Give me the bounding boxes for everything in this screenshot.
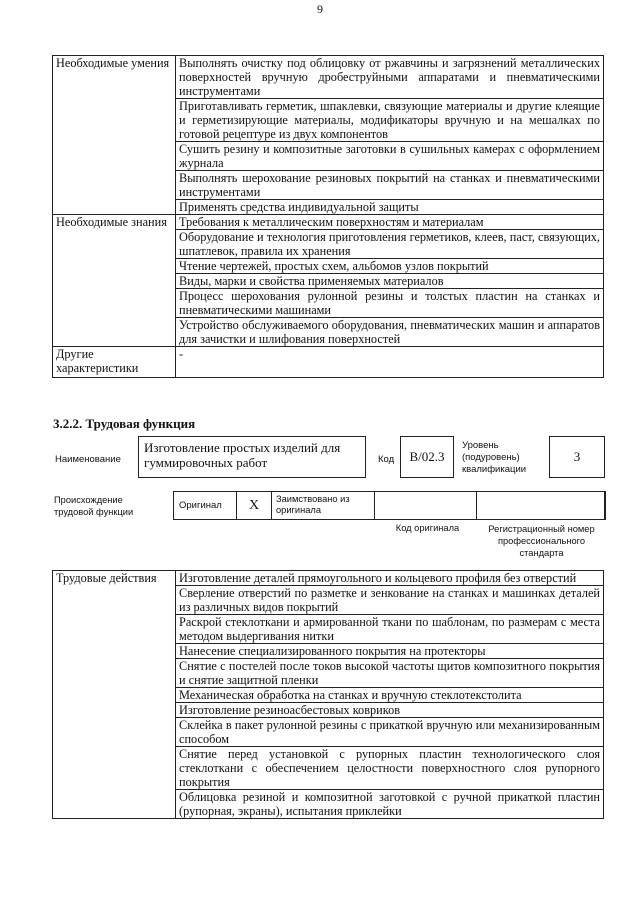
table-row: [53, 571, 604, 586]
table-cell: Склейка в пакет рулонной резины с прикаткой вручную или механизированным способом: [176, 718, 604, 747]
table-cell: Сушить резину и композитные заготовки в сушильных камерах с оформлением журнала: [176, 142, 604, 171]
code-label: Код: [378, 454, 395, 465]
original-mark: X: [248, 498, 260, 513]
reg-number-caption: Регистрационный номер профессионального стандарта: [488, 524, 595, 558]
labour-actions-table: [52, 570, 604, 819]
table-cell: Устройство обслуживаемого оборудования, пневматических машин и аппаратов для зачистки и шлифования поверхностей: [176, 318, 604, 347]
table-row: [53, 215, 604, 230]
table-cell: Снятие с постелей после токов высокой частоты щитов композитного покрытия и снятие защитной пленки: [176, 659, 604, 688]
table-cell: Требования к металлическим поверхностям и материалам: [176, 215, 604, 230]
table-cell: Сверление отверстий по разметке и зенкование на станках и машинках деталей из различных видов покрытий: [176, 586, 604, 615]
borrowed-label: Заимствовано из оригинала: [276, 494, 350, 515]
table-cell: Процесс шерохования рулонной резины и толстых пластин на станках и пневматическими машинами: [176, 289, 604, 318]
original-label: Оригинал: [179, 500, 222, 511]
original-mark-cell: [236, 491, 272, 520]
table-cell: Приготавливать герметик, шпаклевки, связующие материалы и другие клеящие и герметизирующие материалы, модификаторы вручную и на мешалках по готовой рецептуре из двух компонентов: [176, 99, 604, 142]
table-row: [53, 347, 604, 378]
table-cell: Выполнять шерохование резиновых покрытий на станках и пневматическими инструментами: [176, 171, 604, 200]
table-cell: Изготовление резиноасбестовых ковриков: [176, 703, 604, 718]
table-cell: Изготовление деталей прямоугольного и кольцевого профиля без отверстий: [176, 571, 604, 586]
level-value: 3: [573, 449, 581, 464]
row-label: Необходимые умения: [53, 56, 176, 215]
row-label: Необходимые знания: [53, 215, 176, 347]
name-label: Наименование: [55, 454, 121, 465]
table-cell: Выполнять очистку под облицовку от ржавчины и загрязнений металлических поверхностей вручную дробеструйными аппаратами и пневматическими инструментами: [176, 56, 604, 99]
table-cell: Облицовка резиной и композитной заготовкой с ручной прикаткой пластин (рупорная, экраны), испытания приклейки: [176, 790, 604, 819]
table-cell: Оборудование и технология приготовления герметиков, клеев, паст, связующих, шпатлевок, правила их хранения: [176, 230, 604, 259]
original-code-cell: [374, 491, 477, 520]
code-value: B/02.3: [409, 449, 445, 464]
borrowed-cell: [271, 491, 375, 520]
level-box: [549, 436, 605, 478]
table-cell: Чтение чертежей, простых схем, альбомов узлов покрытий: [176, 259, 604, 274]
row-label: Другие характеристики: [53, 347, 176, 378]
table-cell: Механическая обработка на станках и вручную стеклотекстолита: [176, 688, 604, 703]
origin-label: Происхождение трудовой функции: [54, 495, 134, 517]
original-code-caption: Код оригинала: [395, 523, 460, 533]
code-box: [400, 436, 454, 478]
table-cell: Снятие перед установкой с рупорных пластин технологического слоя стеклоткани с обеспечением целостности поверхностного слоя рупорного покрытия: [176, 747, 604, 790]
table-cell: Виды, марки и свойства применяемых материалов: [176, 274, 604, 289]
original-cell: [173, 491, 237, 520]
reg-number-cell: [476, 491, 606, 520]
table-cell: -: [176, 347, 604, 378]
table-cell: Применять средства индивидуальной защиты: [176, 200, 604, 215]
table-cell: Нанесение специализированного покрытия на протекторы: [176, 644, 604, 659]
origin-box: [173, 491, 605, 520]
section-title: 3.2.2. Трудовая функция: [53, 416, 196, 431]
function-name-value: Изготовление простых изделий для гуммировочных работ: [144, 440, 341, 470]
table-cell: Раскрой стеклоткани и армированной ткани по шаблонам, по размерам с места методом выдергивания нитки: [176, 615, 604, 644]
level-label: Уровень (подуровень) квалификации: [462, 440, 527, 475]
page-number: 9: [317, 2, 323, 16]
row-label: Трудовые действия: [53, 571, 176, 819]
table-row: [53, 56, 604, 99]
requirements-table: [52, 55, 604, 378]
function-name-box: [138, 436, 366, 478]
